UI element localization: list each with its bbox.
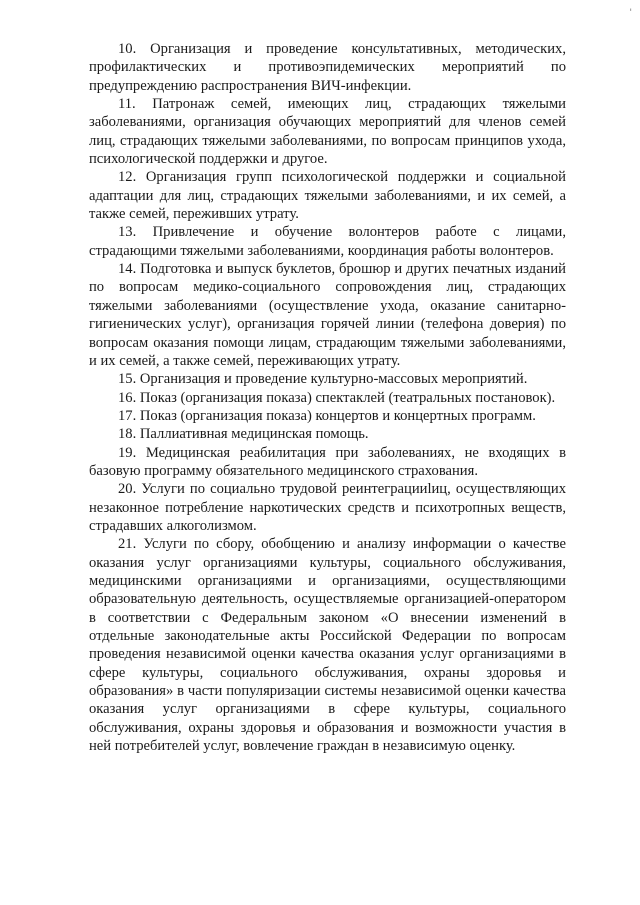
paragraph-10: 10. Организация и проведение консультативных, методических, профилактических и противоэпидемических мероприятий по предупреждению распространения ВИЧ-инфекции. xyxy=(89,41,566,94)
paragraph-12: 12. Организация групп психологической поддержки и социальной адаптации для лиц, страдающих тяжелыми заболеваниями, и их семей, а также семей, переживших утрату. xyxy=(89,169,566,223)
paragraph-13: 13. Привлечение и обучение волонтеров работе с лицами, страдающими тяжелыми заболеваниями, координация работы волонтеров. xyxy=(89,224,566,259)
document-body xyxy=(89,40,566,755)
corner-mark: ' xyxy=(629,8,632,18)
paragraph-14: 14. Подготовка и выпуск буклетов, брошюр и других печатных изданий по вопросам медико-социального сопровождения лиц, страдающих тяжелыми заболеваниями (осуществление ухода, оказание санитарно-гигиенических услуг), организация горячей линии (телефона доверия) по вопросам оказания помощи лицам, страдающим тяжелыми заболеваниями, и их семей, а также семей, переживающих утрату. xyxy=(89,261,566,369)
paragraph-16: 16. Показ (организация показа) спектаклей (театральных постановок). xyxy=(118,389,556,406)
paragraph-21: 21. Услуги по сбору, обобщению и анализу информации о качестве оказания услуг организациями культуры, социального обслуживания, медицинскими организациями и организациями, осуществляющими образовательную деятельность, осуществляемые организацией-оператором в соответствии с Федеральным законом «О внесении изменений в отдельные законодательные акты Российской Федерации по вопросам проведения независимой оценки качества оказания услуг организациями в сфере культуры, социального обслуживания, охраны здоровья и образования» в части популяризации системы независимой оценки качества оказания услуг организациями в сфере культуры, социального обслуживания, охраны здоровья и образования и возможности участия в ней потребителей услуг, вовлечение граждан в независимую оценку. xyxy=(89,536,566,755)
paragraph-11: 11. Патронаж семей, имеющих лиц, страдающих тяжелыми заболеваниями, организация обучающих мероприятий для членов семей лиц, страдающих тяжелыми заболеваниями, по вопросам принципов ухода, психологической поддержки и другое. xyxy=(89,96,566,168)
paragraph-19: 19. Медицинская реабилитация при заболеваниях, не входящих в базовую программу обязательного медицинского страхования. xyxy=(89,444,566,479)
paragraph-17: 17. Показ (организация показа) концертов и концертных программ. xyxy=(118,407,536,424)
paragraph-15: 15. Организация и проведение культурно-массовых мероприятий. xyxy=(118,371,528,388)
paragraph-20: 20. Услуги по социально трудовой реинтеграцииlиц, осуществляющих незаконное потребление наркотических средств и психотропных веществ, страдавших алкоголизмом. xyxy=(89,481,566,534)
paragraph-18: 18. Паллиативная медицинская помощь. xyxy=(118,426,369,443)
